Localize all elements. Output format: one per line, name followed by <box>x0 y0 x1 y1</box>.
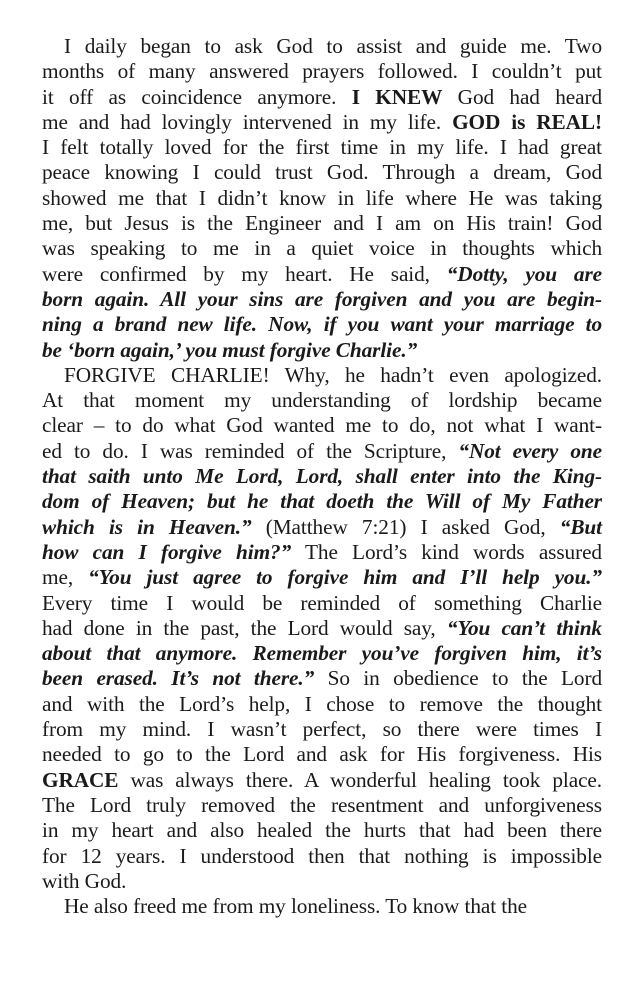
bold-italic-quote: born again. All your sins are forgiven and you are begin- <box>42 286 602 311</box>
text-line <box>42 489 602 514</box>
text-run: months of many answered prayers followed. I couldn’t put <box>42 59 602 84</box>
text-line <box>42 262 602 287</box>
text-line <box>42 59 602 84</box>
text-run: was always there. A wonderful healing took place. <box>118 767 602 792</box>
paragraph <box>42 34 602 363</box>
text-line <box>42 742 602 767</box>
bold-italic-quote: “You can’t think <box>446 615 602 640</box>
text-line <box>42 616 602 641</box>
bold-italic-quote: been erased. It’s not there.” <box>42 666 315 691</box>
text-line <box>42 869 602 894</box>
text-line <box>42 641 602 666</box>
text-run: The Lord truly removed the resentment and unforgiveness <box>42 792 602 817</box>
text-line <box>42 160 602 185</box>
text-line <box>42 768 602 793</box>
text-line <box>42 717 602 742</box>
text-line <box>42 565 602 590</box>
text-run: God had heard <box>442 84 602 109</box>
bold-italic-quote: be ‘born again,’ you must forgive Charlie.” <box>42 337 418 362</box>
text-line <box>42 793 602 818</box>
text-line <box>42 894 602 919</box>
text-line <box>42 85 602 110</box>
bold-italic-quote: ning a brand new life. Now, if you want your marriage to <box>42 312 602 337</box>
text-run: in my heart and also healed the hurts that had been there <box>42 818 602 843</box>
text-line <box>42 413 602 438</box>
bold-italic-quote: “You just agree to forgive him and I’ll help you.” <box>88 565 602 590</box>
text-line <box>42 540 602 565</box>
text-run: and with the Lord’s help, I chose to remove the thought <box>42 691 602 716</box>
text-run: from my mind. I wasn’t perfect, so there were times I <box>42 717 602 742</box>
paragraph <box>42 894 602 919</box>
text-run: me, but Jesus is the Engineer and I am on His train! God <box>42 211 602 236</box>
text-line <box>42 515 602 540</box>
text-line <box>42 135 602 160</box>
bold-italic-quote: how can I forgive him?” <box>42 539 292 564</box>
text-line <box>42 211 602 236</box>
bold-italic-quote: dom of Heaven; but he that doeth the Will of My Father <box>42 489 602 514</box>
text-line <box>42 34 602 59</box>
bold-text: GOD is REAL! <box>452 109 602 134</box>
text-line <box>42 464 602 489</box>
text-line <box>42 844 602 869</box>
text-run: had done in the past, the Lord would say, <box>42 615 447 640</box>
text-run: me and had lovingly intervened in my life. <box>42 109 453 134</box>
text-run: it off as coincidence anymore. <box>42 84 352 109</box>
text-run: So in obedience to the Lord <box>314 666 602 691</box>
text-run: ed to do. I was reminded of the Scripture, <box>42 438 459 463</box>
text-line <box>42 186 602 211</box>
text-line <box>42 388 602 413</box>
text-line <box>42 287 602 312</box>
text-run: FORGIVE CHARLIE! Why, he hadn’t even apologized. <box>64 362 602 387</box>
bold-text: I KNEW <box>351 84 443 109</box>
text-run: showed me that I didn’t know in life where He was taking <box>42 185 602 210</box>
text-run: He also freed me from my loneliness. To know that the <box>64 894 528 919</box>
bold-italic-quote: “But <box>559 514 602 539</box>
text-run: Every time I would be reminded of something Charlie <box>42 590 602 615</box>
text-run: with God. <box>42 868 127 893</box>
bold-italic-quote: “Dotty, you are <box>446 261 602 286</box>
paragraph <box>42 363 602 894</box>
text-run: for 12 years. I understood then that nothing is impossible <box>42 843 602 868</box>
text-run: was speaking to me in a quiet voice in thoughts which <box>42 236 602 261</box>
text-line <box>42 692 602 717</box>
text-line <box>42 439 602 464</box>
bold-italic-quote: which is in Heaven.” <box>42 514 252 539</box>
text-line <box>42 818 602 843</box>
text-run: I felt totally loved for the first time in my life. I had great <box>42 135 602 160</box>
text-line <box>42 666 602 691</box>
text-line <box>42 110 602 135</box>
text-run: clear – to do what God wanted me to do, not what I want- <box>42 413 602 438</box>
text-run: The Lord’s kind words assured <box>291 539 602 564</box>
text-line <box>42 363 602 388</box>
text-line <box>42 312 602 337</box>
text-run: (Matthew 7:21) I asked God, <box>251 514 560 539</box>
text-run: peace knowing I could trust God. Through a dream, God <box>42 160 602 185</box>
bold-italic-quote: that saith unto Me Lord, Lord, shall enter into the King- <box>42 464 602 489</box>
bold-text: GRACE <box>42 767 119 792</box>
text-run: I daily began to ask God to assist and guide me. Two <box>64 34 602 58</box>
text-run: At that moment my understanding of lordship became <box>42 388 602 413</box>
bold-italic-quote: “Not every one <box>458 438 602 463</box>
text-run: needed to go to the Lord and ask for His forgiveness. His <box>42 742 602 767</box>
bold-italic-quote: about that anymore. Remember you’ve forgiven him, it’s <box>42 641 602 666</box>
text-run: were confirmed by my heart. He said, <box>42 261 447 286</box>
text-line <box>42 338 602 363</box>
body-text <box>42 34 602 919</box>
text-line <box>42 236 602 261</box>
text-line <box>42 591 602 616</box>
text-run: me, <box>42 565 89 590</box>
